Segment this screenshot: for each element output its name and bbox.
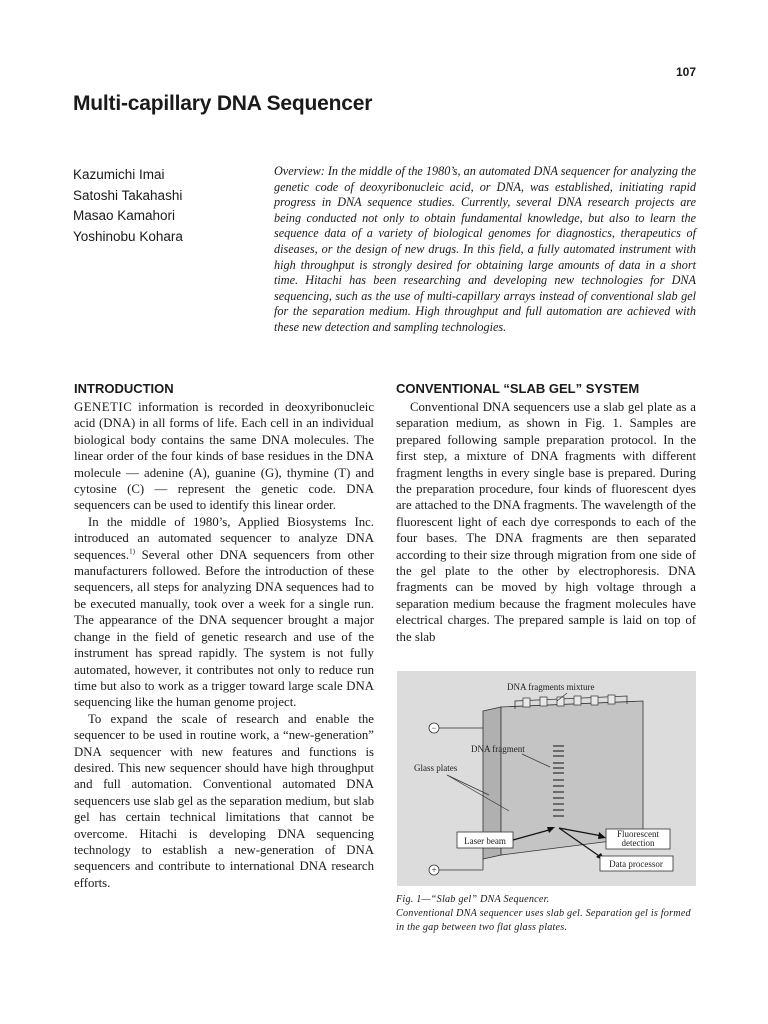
sample-well (574, 696, 581, 705)
left-column (74, 380, 374, 891)
label-detection: detection (621, 838, 655, 848)
figure-caption-title: Fig. 1—“Slab gel” DNA Sequencer. (396, 894, 550, 905)
author-name: Satoshi Takahashi (73, 187, 183, 203)
slab-gel-diagram (397, 671, 696, 886)
author-list (73, 165, 183, 247)
author-name: Kazumichi Imai (73, 167, 165, 182)
label-dna-fragment: DNA fragment (471, 744, 525, 754)
right-column (396, 380, 696, 645)
page-number: 107 (675, 65, 696, 79)
figure-slab-gel-diagram (397, 671, 696, 886)
figure-caption (396, 893, 701, 935)
intro-paragraph-1-text: information is recorded in deoxyribonucleic acid (DNA) in all forms of life. Each cell in an individual biological body contains the same DNA molecules. The linear order of the four kinds of base residues in the DNA molecule — adenine (A), guanine (G), thymine (T) and cytosine (C) — represent the genetic code. DNA sequencers can be used to identify this linear order. (74, 400, 374, 513)
author-name: Masao Kamahori (73, 208, 176, 223)
label-glass-plates: Glass plates (414, 763, 458, 773)
slab-gel-paragraph: Conventional DNA sequencers use a slab gel plate as a separation medium, as shown in Fig. 1. Samples are prepared following sample preparation protocol. In the first step, a mixture of DNA fragments with different fragment lengths in every single base is prepared. During the preparation procedure, four kinds of fluorescent dyes are attached to the DNA fragments. The wavelength of the fluorescent light of each dye corresponds to each of the four bases. The DNA fragments are then separated according to their size through migration from one side of the gel plate to the other by electrophoresis. DNA fragments can be moved by high voltage through a separation medium because the fragment molecules have electrical charges. The prepared sample is laid on top of the slab (396, 400, 696, 644)
sample-well (523, 698, 530, 707)
intro-paragraph-3: To expand the scale of research and enable the sequencer to be used in routine work, a “new-generation” DNA sequencer with new features and functions is desired. This new sequencer should have high throughput and full automation. Conventional automated DNA sequencers use slab gel as the separation medium, but slab gel has certain technical limitations that cannot be overcome. Hitachi is developing DNA sequencing technology to establish a new-generation of DNA sequencers and contribute to international DNA research efforts. (74, 711, 374, 890)
introduction-heading: INTRODUCTION (74, 381, 174, 396)
figure-caption-text: Conventional DNA sequencer uses slab gel. Separation gel is formed in the gap between two flat glass plates. (396, 908, 691, 933)
sample-well (540, 697, 547, 706)
label-dna-fragments-mixture: DNA fragments mixture (507, 682, 595, 692)
slab-gel-heading: CONVENTIONAL “SLAB GEL” SYSTEM (396, 381, 640, 396)
label-laser-beam: Laser beam (464, 836, 506, 846)
intro-paragraph-2 (74, 514, 374, 711)
reference-marker: 1) (129, 547, 135, 556)
minus-sign: − (431, 723, 437, 733)
overview-abstract: Overview: In the middle of the 1980’s, an automated DNA sequencer for analyzing the genetic code of deoxyribonucleic acid, or DNA, was established, initiating rapid progress in DNA sequence studies. Currently, several DNA research projects are being conducted not only to obtain fundamental knowledge, but also to learn the sequence data of a variety of biological genomes for diagnostics, therapeutics of diseases, or the design of new drugs. In this field, a fully automated instrument with high throughput is strongly desired for obtaining large amounts of data in a short time. Hitachi has been researching and developing new technologies for DNA sequencing, such as the use of multi-capillary arrays instead of conventional slab gel for the separation medium. High throughput and full automation are achieved with these new detection and sampling technologies. (274, 164, 696, 334)
intro-first-word: GENETIC (74, 400, 133, 414)
intro-paragraph-1 (74, 399, 374, 514)
article-title: Multi-capillary DNA Sequencer (73, 92, 373, 115)
intro-paragraph-2-text-a: In the middle of 1980’s, Applied Biosystems Inc. introduced an automated sequencer to analyze DNA sequences. (74, 514, 374, 562)
label-data-processor: Data processor (609, 859, 663, 869)
plus-sign: + (431, 865, 437, 875)
sample-well (591, 696, 598, 705)
sample-well (608, 695, 615, 704)
intro-paragraph-2-text-b: Several other DNA sequencers from other manufacturers followed. Before the introduction of these sequencers, all steps for analyzing DNA sequences had to be executed manually, took over a week for a single run. The appearance of the DNA sequencer brought a major change in the field of genetic research and use of the instrument has spread rapidly. The system is not fully automated, however, it contributes not only to reduce run time but also to work as a trigger toward large scale DNA sequencing like the human genome project. (74, 547, 374, 710)
label-fluorescent: Fluorescent (617, 829, 659, 839)
author-name: Yoshinobu Kohara (73, 228, 183, 244)
